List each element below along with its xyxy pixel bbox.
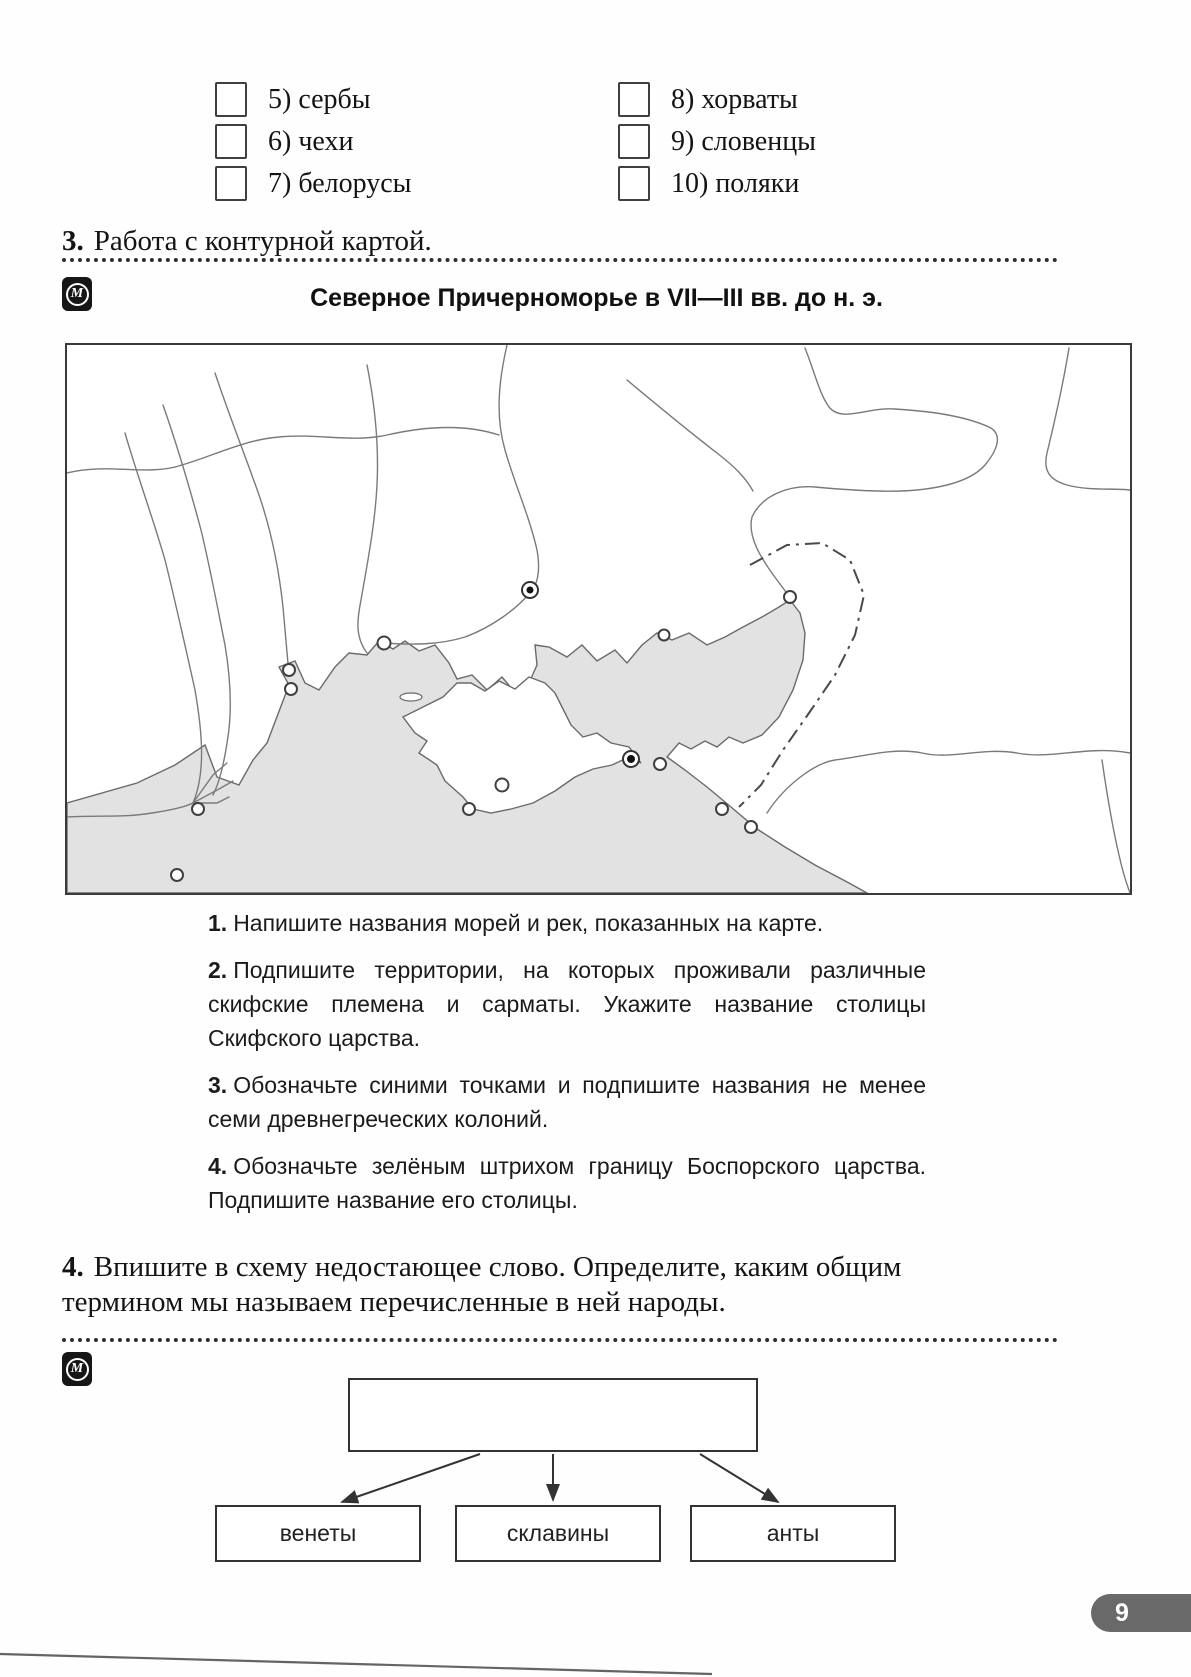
map-task-item xyxy=(208,953,926,1055)
answer-label: 8) хорваты xyxy=(671,83,798,115)
diagram-box-label: склавины xyxy=(506,1520,610,1546)
city-marker xyxy=(171,869,183,881)
city-marker xyxy=(496,779,509,792)
city-marker xyxy=(192,803,204,815)
answer-row-horvaty xyxy=(618,82,798,117)
river-southern-bug xyxy=(358,365,378,653)
task-text: Обозначьте синими точками и подпишите названия не менее семи древнегреческих колоний. xyxy=(208,1072,926,1132)
map-task-item xyxy=(208,906,926,940)
answer-checkbox[interactable] xyxy=(215,124,247,159)
answer-label: 9) словенцы xyxy=(671,125,816,157)
diagram-arrow xyxy=(700,1454,778,1502)
island xyxy=(400,693,422,701)
city-marker xyxy=(463,803,475,815)
dotted-separator xyxy=(62,258,1058,262)
city-marker xyxy=(784,591,796,603)
city-marker xyxy=(378,637,391,650)
map-task-item xyxy=(208,1068,926,1136)
marker-letter: М xyxy=(66,283,89,306)
river-kuban xyxy=(767,751,1130,813)
dotted-separator xyxy=(62,1338,1058,1342)
city-marker xyxy=(654,758,666,770)
section4-number: 4. xyxy=(62,1251,84,1283)
answer-row-belorusy xyxy=(215,166,411,201)
river-siret xyxy=(163,405,230,795)
diagram-box-anty xyxy=(690,1505,896,1562)
schema-task-marker-icon xyxy=(62,1352,92,1386)
task-number: 4. xyxy=(208,1153,228,1179)
diagram-box-label: анты xyxy=(766,1520,820,1546)
answer-checkbox[interactable] xyxy=(618,124,650,159)
answer-row-polyaki xyxy=(618,166,799,201)
river-pripyat xyxy=(67,427,499,473)
river-dniester xyxy=(215,373,289,675)
task-number: 2. xyxy=(208,957,228,983)
city-marker xyxy=(659,630,670,641)
city-marker xyxy=(283,664,295,676)
diagram-box-label: венеты xyxy=(279,1520,357,1546)
diagram-box-venety xyxy=(215,1505,421,1562)
city-marker xyxy=(716,803,728,815)
diagram-arrows xyxy=(200,1450,900,1508)
section3-title: Работа с контурной картой. xyxy=(93,225,432,257)
diagram-answer-box[interactable] xyxy=(348,1378,758,1452)
scan-artifact-line xyxy=(0,1646,720,1677)
diagram-box-sklaviny xyxy=(455,1505,661,1562)
task-text: Напишите названия морей и рек, показанных на карте. xyxy=(233,910,824,936)
page-number: 9 xyxy=(1115,1598,1129,1627)
map-task-item xyxy=(208,1149,926,1217)
answer-label: 10) поляки xyxy=(671,167,800,199)
answer-checkbox[interactable] xyxy=(618,166,650,201)
river-volga xyxy=(1046,348,1130,490)
map-title: Северное Причерноморье в VII—III вв. до н. э. xyxy=(310,284,883,312)
section3-heading xyxy=(62,224,432,259)
answer-row-chehi xyxy=(215,124,353,159)
page-number-badge xyxy=(1091,1594,1191,1632)
river-dnieper xyxy=(385,345,539,644)
section3-number: 3. xyxy=(62,225,84,257)
diagram-arrow xyxy=(342,1454,480,1502)
contour-map xyxy=(65,343,1132,895)
map-task-list xyxy=(208,906,926,1230)
river-caucasus xyxy=(1102,760,1130,893)
task-text: Подпишите территории, на которых проживали различные скифские племена и сарматы. Укажите название столицы Скифского царства. xyxy=(208,957,926,1051)
task-text: Обозначьте зелёным штрихом границу Боспорского царства. Подпишите название его столицы. xyxy=(208,1153,926,1213)
section4-heading xyxy=(62,1250,967,1321)
city-marker xyxy=(745,821,757,833)
answer-row-serby xyxy=(215,82,371,117)
river-donets xyxy=(627,380,753,491)
section4-title: Впишите в схему недостающее слово. Определите, каким общим термином мы называем перечисленные в ней народы. xyxy=(62,1251,902,1319)
river-don xyxy=(751,348,997,600)
answer-checkbox[interactable] xyxy=(618,82,650,117)
contour-map-svg xyxy=(67,345,1130,893)
answer-checkbox[interactable] xyxy=(215,82,247,117)
marker-letter: М xyxy=(66,1358,89,1381)
answer-label: 7) белорусы xyxy=(268,167,412,199)
answer-label: 6) чехи xyxy=(268,125,354,157)
answer-checkbox[interactable] xyxy=(215,166,247,201)
answer-label: 5) сербы xyxy=(268,83,371,115)
city-marker xyxy=(285,683,297,695)
task-number: 3. xyxy=(208,1072,228,1098)
answer-row-slovency xyxy=(618,124,816,159)
task-number: 1. xyxy=(208,910,228,936)
